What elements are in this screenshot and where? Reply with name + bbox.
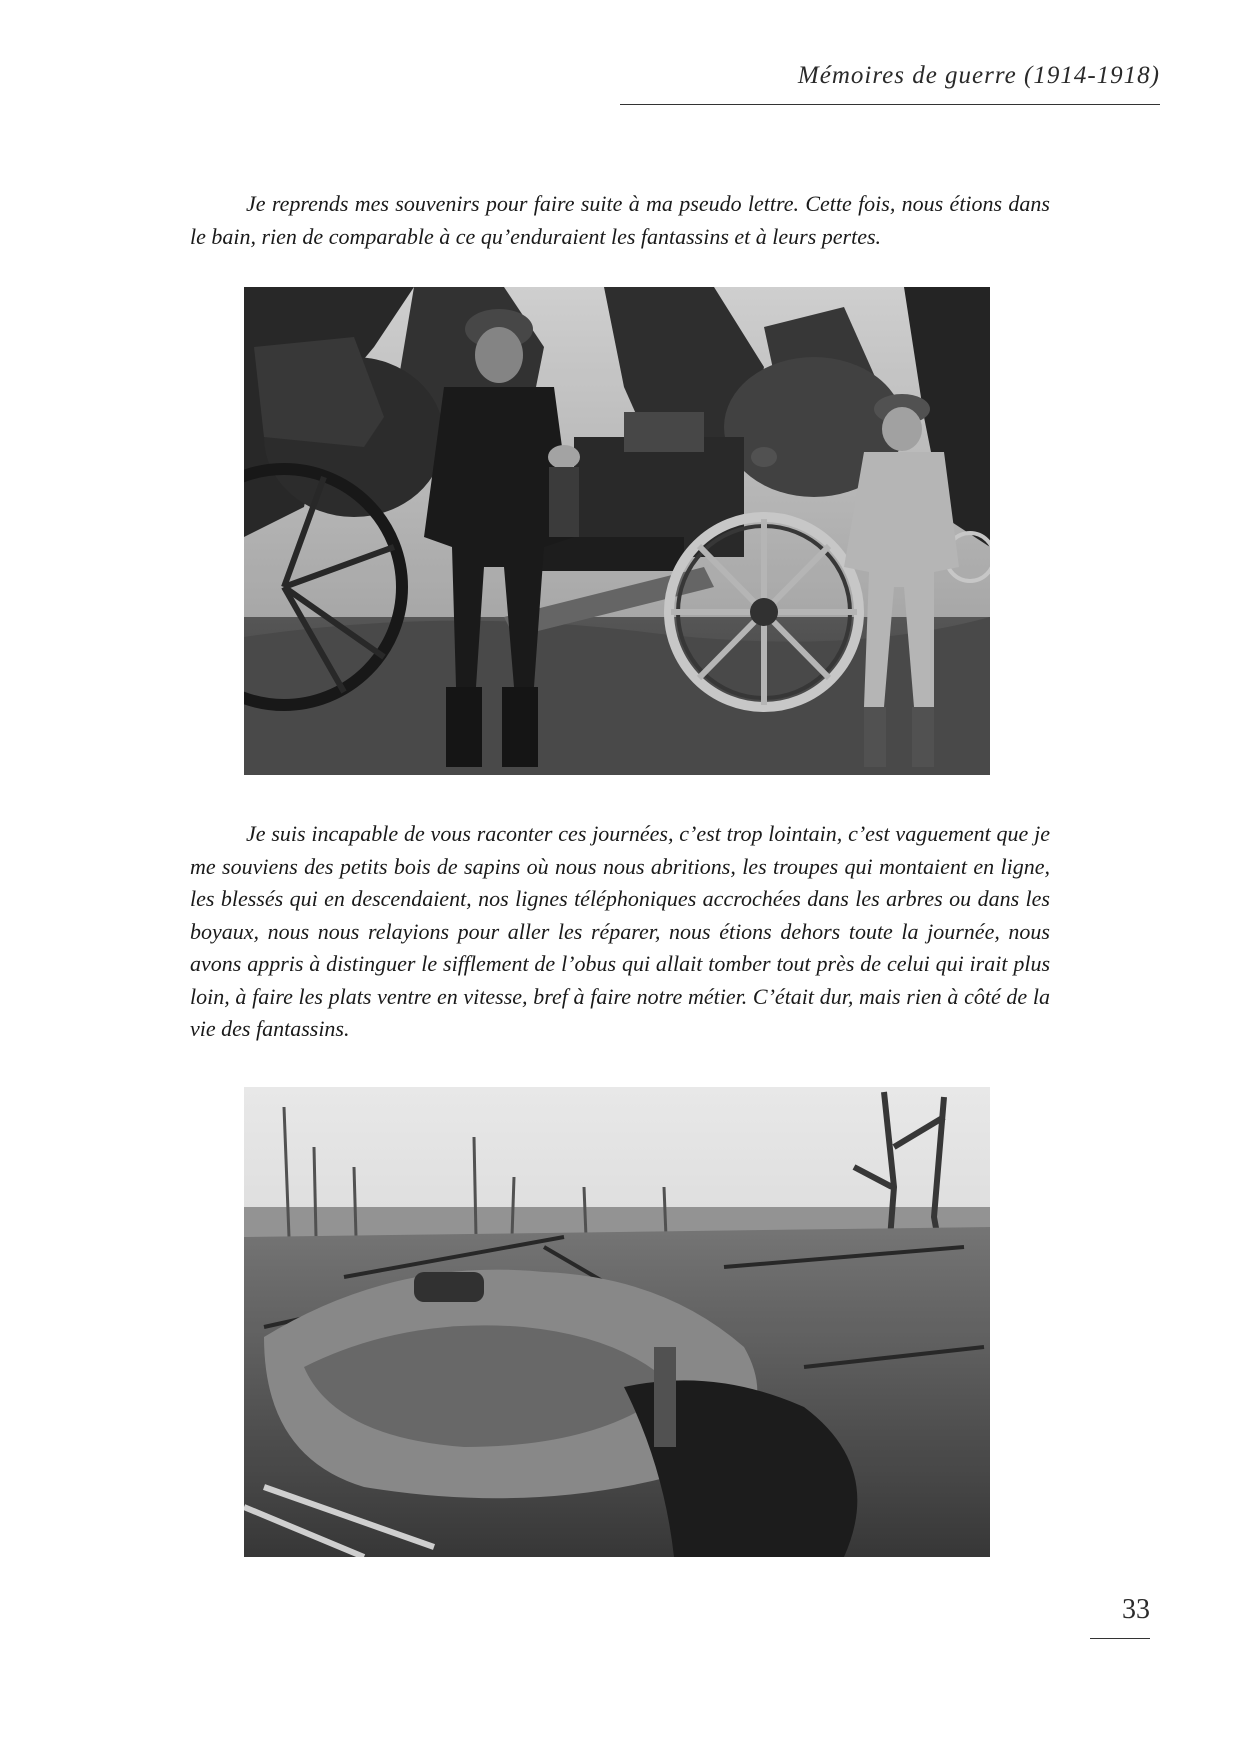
body-paragraph-2: Je suis incapable de vous raconter ces journées, c’est trop lointain, c’est vaguement que je me souviens des petits bois de sapins où nous nous abritions, les troupes qui montaient en ligne, les blessés qui en descendaient, nos lignes téléphoniques accrochées dans les arbres ou dans les boyaux, nous nous relayions pour aller les réparer, nous étions dehors toute la journée, nous avons appris à distinguer le sifflement de l’obus qui allait tomber tout près de celui qui irait plus loin, à faire les plats ventre en vitesse, bref à faire notre métier. C’était dur, mais rien à côté de la vie des fantassins. (190, 821, 1050, 1041)
running-header: Mémoires de guerre (1914-1918) (797, 62, 1160, 89)
photo-battlefield-trench (244, 1087, 990, 1557)
body-paragraph-1: Je reprends mes souvenirs pour faire suite à ma pseudo lettre. Cette fois, nous étions dans le bain, rien de comparable à ce qu’enduraient les fantassins et à leurs pertes. (190, 191, 1050, 249)
footer-rule (1090, 1638, 1150, 1639)
photo-artillery-soldiers (244, 287, 990, 775)
header-rule (620, 104, 1160, 105)
page-number: 33 (1122, 1594, 1150, 1625)
